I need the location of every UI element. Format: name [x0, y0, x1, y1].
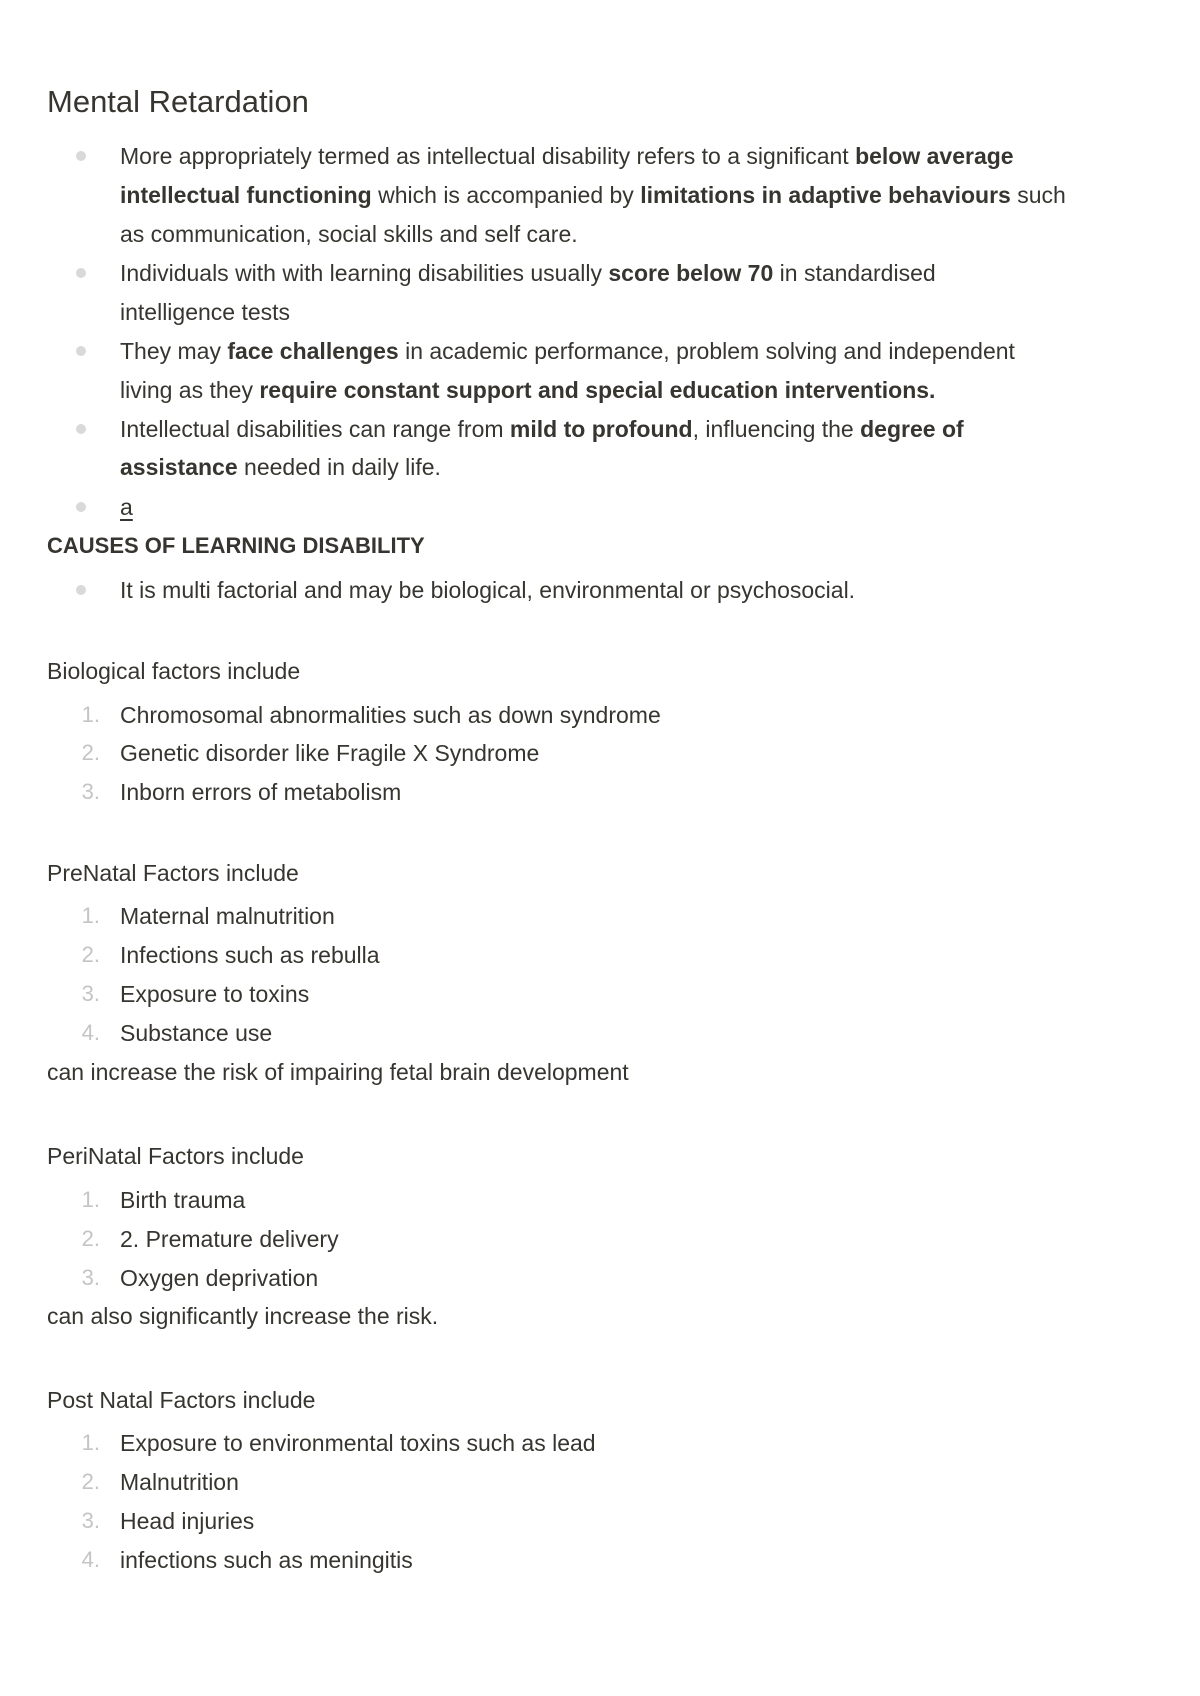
list-number: 1. [81, 903, 100, 928]
list-number: 1. [81, 1430, 100, 1455]
intro-bullet-3-line-2 [120, 375, 935, 405]
list-item: Head injuries [120, 1508, 255, 1534]
prenatal-heading: PreNatal Factors include [47, 860, 299, 886]
intro-bullet-1-line-1 [120, 141, 1014, 171]
bold-text-run: face challenges [227, 338, 399, 364]
list-number: 3. [81, 981, 100, 1006]
bullet-dot [76, 585, 86, 595]
text-run: needed in daily life. [237, 454, 441, 480]
list-number: 1. [81, 1187, 100, 1212]
list-number: 2. [81, 740, 100, 765]
list-item: Infections such as rebulla [120, 942, 380, 968]
list-number: 4. [81, 1547, 100, 1572]
list-item: Malnutrition [120, 1469, 239, 1495]
text-run: , influencing the [692, 416, 861, 442]
bold-text-run: require constant support and special education interventions. [259, 377, 936, 403]
causes-bullet: It is multi factorial and may be biological, environmental or psychosocial. [120, 577, 856, 603]
page-title: Mental Retardation [47, 84, 309, 119]
intro-bullet-4-line-2 [120, 452, 441, 482]
list-item: Birth trauma [120, 1187, 246, 1213]
bullet-dot [76, 268, 86, 278]
list-number: 4. [81, 1020, 100, 1045]
bullet-dot [76, 502, 86, 512]
list-item: Inborn errors of metabolism [120, 779, 402, 805]
bullet-dot [76, 151, 86, 161]
list-item: Oxygen deprivation [120, 1265, 319, 1291]
list-number: 1. [81, 702, 100, 727]
intro-bullet-1-line-3 [120, 219, 578, 249]
biological-heading: Biological factors include [47, 658, 301, 684]
bold-text-run: below average [855, 143, 1014, 169]
bold-text-run: intellectual functioning [120, 182, 372, 208]
intro-bullet-3-line-1 [120, 336, 1015, 366]
bullet-dot [76, 424, 86, 434]
text-run: intelligence tests [120, 299, 291, 325]
perinatal-heading: PeriNatal Factors include [47, 1143, 304, 1169]
text-run: living as they [120, 377, 260, 403]
link-a[interactable]: a [120, 494, 133, 520]
intro-bullet-1-line-2 [120, 180, 1066, 210]
bold-text-run: degree of [860, 416, 964, 442]
bullet-dot [76, 346, 86, 356]
list-item: Substance use [120, 1020, 273, 1046]
perinatal-footer: can also significantly increase the risk. [47, 1303, 439, 1329]
list-item: infections such as meningitis [120, 1547, 413, 1573]
intro-bullet-4-line-1 [120, 414, 964, 444]
causes-heading: CAUSES OF LEARNING DISABILITY [47, 533, 425, 558]
prenatal-footer: can increase the risk of impairing fetal brain development [47, 1059, 629, 1085]
bold-text-run: mild to profound [509, 416, 693, 442]
text-run: They may [120, 338, 228, 364]
text-run: More appropriately termed as intellectual disability refers to a significant [120, 143, 856, 169]
text-run: as communication, social skills and self care. [120, 221, 578, 247]
list-item: Exposure to toxins [120, 981, 310, 1007]
list-item: Exposure to environmental toxins such as lead [120, 1430, 596, 1456]
postnatal-heading: Post Natal Factors include [47, 1387, 316, 1413]
text-run: Individuals with with learning disabilities usually [120, 260, 609, 286]
list-item: 2. Premature delivery [120, 1226, 339, 1252]
text-run: Intellectual disabilities can range from [120, 416, 510, 442]
list-item: Maternal malnutrition [120, 903, 335, 929]
list-number: 2. [81, 942, 100, 967]
list-number: 3. [81, 779, 100, 804]
list-number: 3. [81, 1508, 100, 1533]
list-item: Chromosomal abnormalities such as down syndrome [120, 702, 661, 728]
text-run: which is accompanied by [371, 182, 641, 208]
text-run: such [1010, 182, 1066, 208]
intro-bullet-2-line-2 [120, 297, 290, 327]
list-number: 2. [81, 1469, 100, 1494]
bold-text-run: assistance [120, 454, 238, 480]
text-run: in academic performance, problem solving and independent [398, 338, 1015, 364]
list-item: Genetic disorder like Fragile X Syndrome [120, 740, 540, 766]
intro-bullet-2-line-1 [120, 258, 936, 288]
bold-text-run: limitations in adaptive behaviours [640, 182, 1011, 208]
list-number: 3. [81, 1265, 100, 1290]
text-run: in standardised [773, 260, 936, 286]
list-number: 2. [81, 1226, 100, 1251]
bold-text-run: score below 70 [608, 260, 774, 286]
